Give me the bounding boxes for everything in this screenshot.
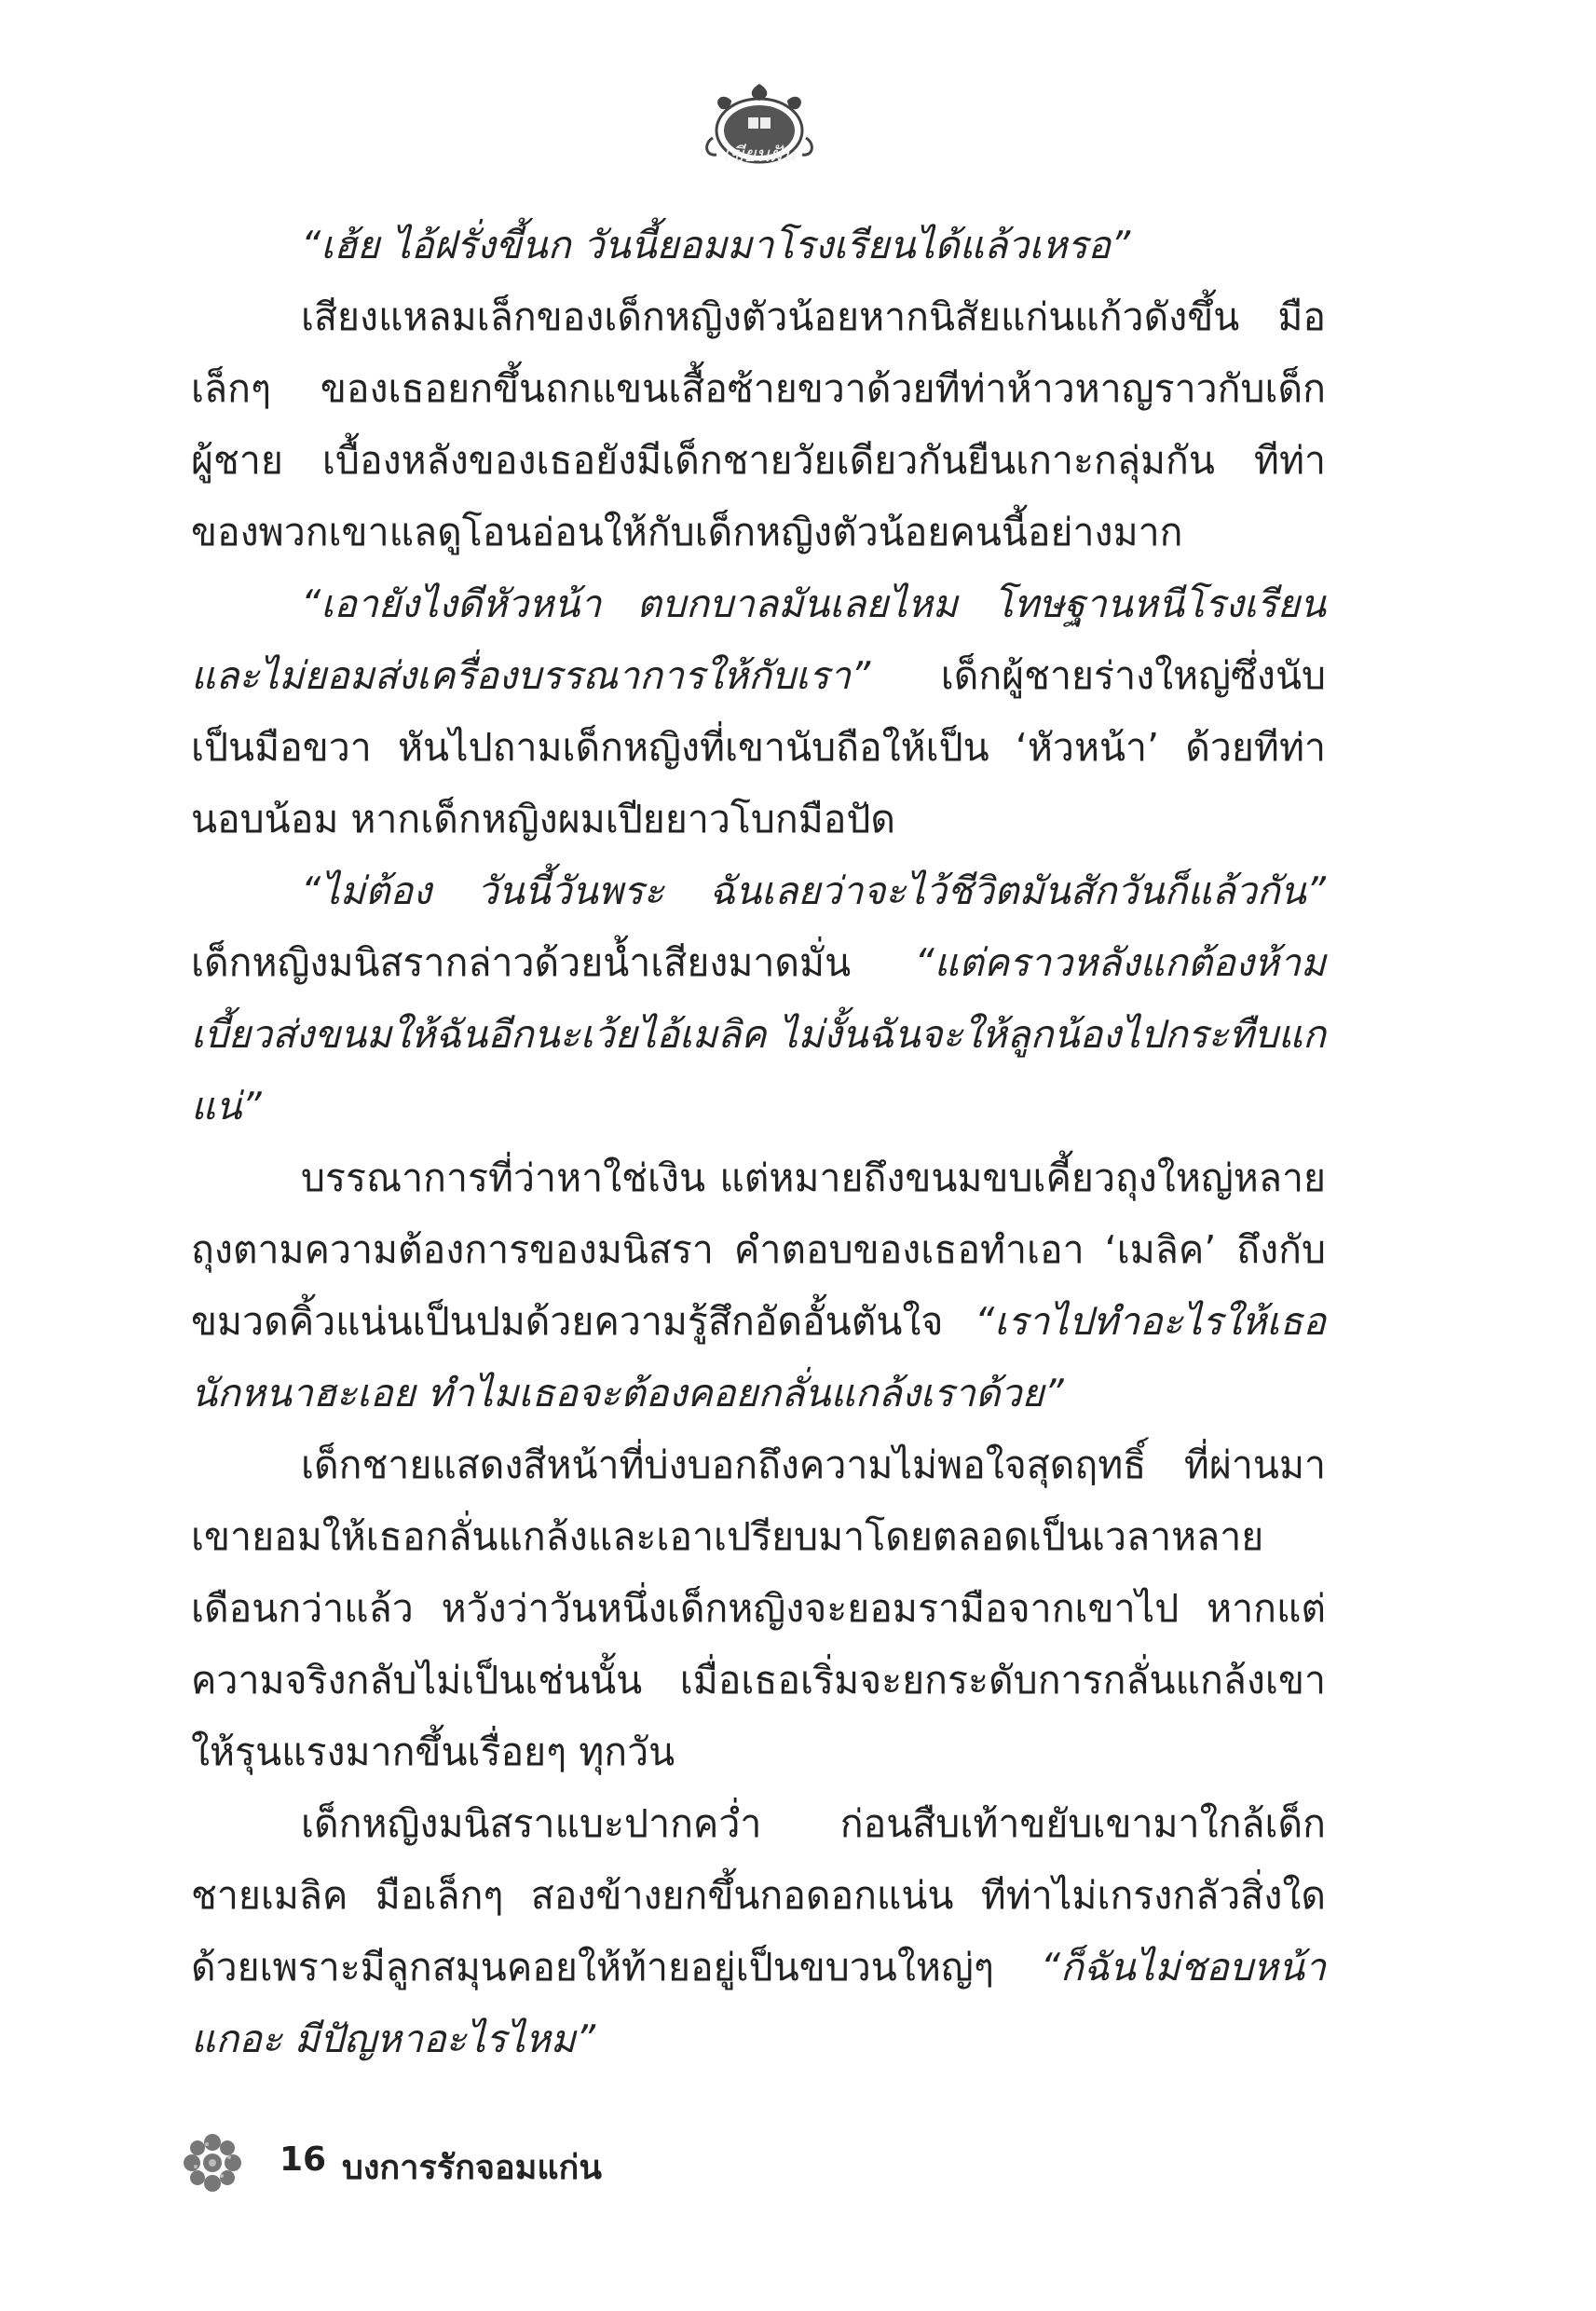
dialogue-text: “เอายังไงดีหัวหน้า ตบกบาลมันเลยไหม โทษฐานหนีโรงเรียนและไม่ยอมส่งเครื่องบรรณาการให้กับเรา” bbox=[191, 581, 1326, 698]
paragraph bbox=[191, 1788, 1326, 2075]
narration-text: บรรณาการที่ว่าหาใช่เงิน แต่หมายถึงขนมขบเคี้ยวถุงใหญ่หลายถุงตามความต้องการของมนิสรา คำตอบของเธอทำเอา ‘เมลิค’ ถึงกับขมวดคิ้วแน่นเป็นปมด้วยความรู้สึกอัดอั้นตันใจ bbox=[191, 1156, 1326, 1344]
narration-text: เสียงแหลมเล็กของเด็กหญิงตัวน้อยหากนิสัยแก่นแก้วดังขึ้น มือเล็กๆ ของเธอยกขึ้นถกแขนเสื้อซ้ายขวาด้วยทีท่าห้าวหาญราวกับเด็กผู้ชาย เบื้องหลังของเธอยังมีเด็กชายวัยเดียวกันยืนเกาะกลุ่มกัน ทีท่าของพวกเขาแลดูโอนอ่อนให้กับเด็กหญิงตัวน้อยคนนี้อย่างมาก bbox=[191, 294, 1326, 554]
book-title: บงการรักจอมแก่น bbox=[342, 2149, 602, 2187]
narration-text: เด็กผู้ชายร่างใหญ่ซึ่งนับเป็นมือขวา หันไปถามเด็กหญิงที่เขานับถือให้เป็น ‘หัวหน้า’ ด้วยทีท่านอบน้อม หากเด็กหญิงผมเปียยาวโบกมือปัด bbox=[191, 653, 1326, 841]
paragraph bbox=[191, 568, 1326, 855]
logo-text: เขียนฝัน bbox=[722, 144, 797, 167]
paragraph bbox=[191, 1142, 1326, 1429]
page-body bbox=[191, 210, 1326, 2075]
dialogue-text: “ไม่ต้อง วันนี้วันพระ ฉันเลยว่าจะไว้ชีวิตมันสักวันก็แล้วกัน” bbox=[301, 868, 1326, 913]
publisher-logo bbox=[694, 73, 825, 175]
dialogue-text: “แต่คราวหลังแกต้องห้ามเบี้ยวส่งขนมให้ฉันอีกนะเว้ยไอ้เมลิค ไม่งั้นฉันจะให้ลูกน้องไปกระทืบแกแน่” bbox=[191, 940, 1326, 1128]
flower-ornament-icon bbox=[179, 2129, 246, 2196]
page-footer bbox=[179, 2129, 924, 2204]
dialogue-text: “ก็ฉันไม่ชอบหน้าแกอะ มีปัญหาอะไรไหม” bbox=[191, 1945, 1326, 2061]
paragraph bbox=[191, 281, 1326, 568]
narration-text: เด็กหญิงมนิสรากล่าวด้วยน้ำเสียงมาดมั่น bbox=[191, 940, 915, 985]
paragraph bbox=[191, 1429, 1326, 1788]
narration-text: เด็กหญิงมนิสราแบะปากคว่ำ ก่อนสืบเท้าขยับเขามาใกล้เด็กชายเมลิค มือเล็กๆ สองข้างยกขึ้นกอดอกแน่น ทีท่าไม่เกรงกลัวสิ่งใดด้วยเพราะมีลูกสมุนคอยให้ท้ายอยู่เป็นขบวนใหญ่ๆ bbox=[191, 1801, 1326, 1990]
paragraph bbox=[191, 210, 1326, 281]
dialogue-text: “เราไปทำอะไรให้เธอนักหนาฮะเอย ทำไมเธอจะต้องคอยกลั่นแกล้งเราด้วย” bbox=[191, 1299, 1326, 1415]
page-number: 16 bbox=[280, 2140, 327, 2179]
narration-text: เด็กชายแสดงสีหน้าที่บ่งบอกถึงความไม่พอใจสุดฤทธิ์ ที่ผ่านมาเขายอมให้เธอกลั่นแกล้งและเอาเปรียบมาโดยตลอดเป็นเวลาหลายเดือนกว่าแล้ว หวังว่าวันหนึ่งเด็กหญิงจะยอมรามือจากเขาไป หากแต่ความจริงกลับไม่เป็นเช่นนั้น เมื่อเธอเริ่มจะยกระดับการกลั่นแกล้งเขาให้รุนแรงมากขึ้นเรื่อยๆ ทุกวัน bbox=[191, 1443, 1326, 1774]
dialogue-text: “เฮ้ย ไอ้ฝรั่งขี้นก วันนี้ยอมมาโรงเรียนได้แล้วเหรอ” bbox=[301, 223, 1131, 267]
paragraph bbox=[191, 855, 1326, 1142]
